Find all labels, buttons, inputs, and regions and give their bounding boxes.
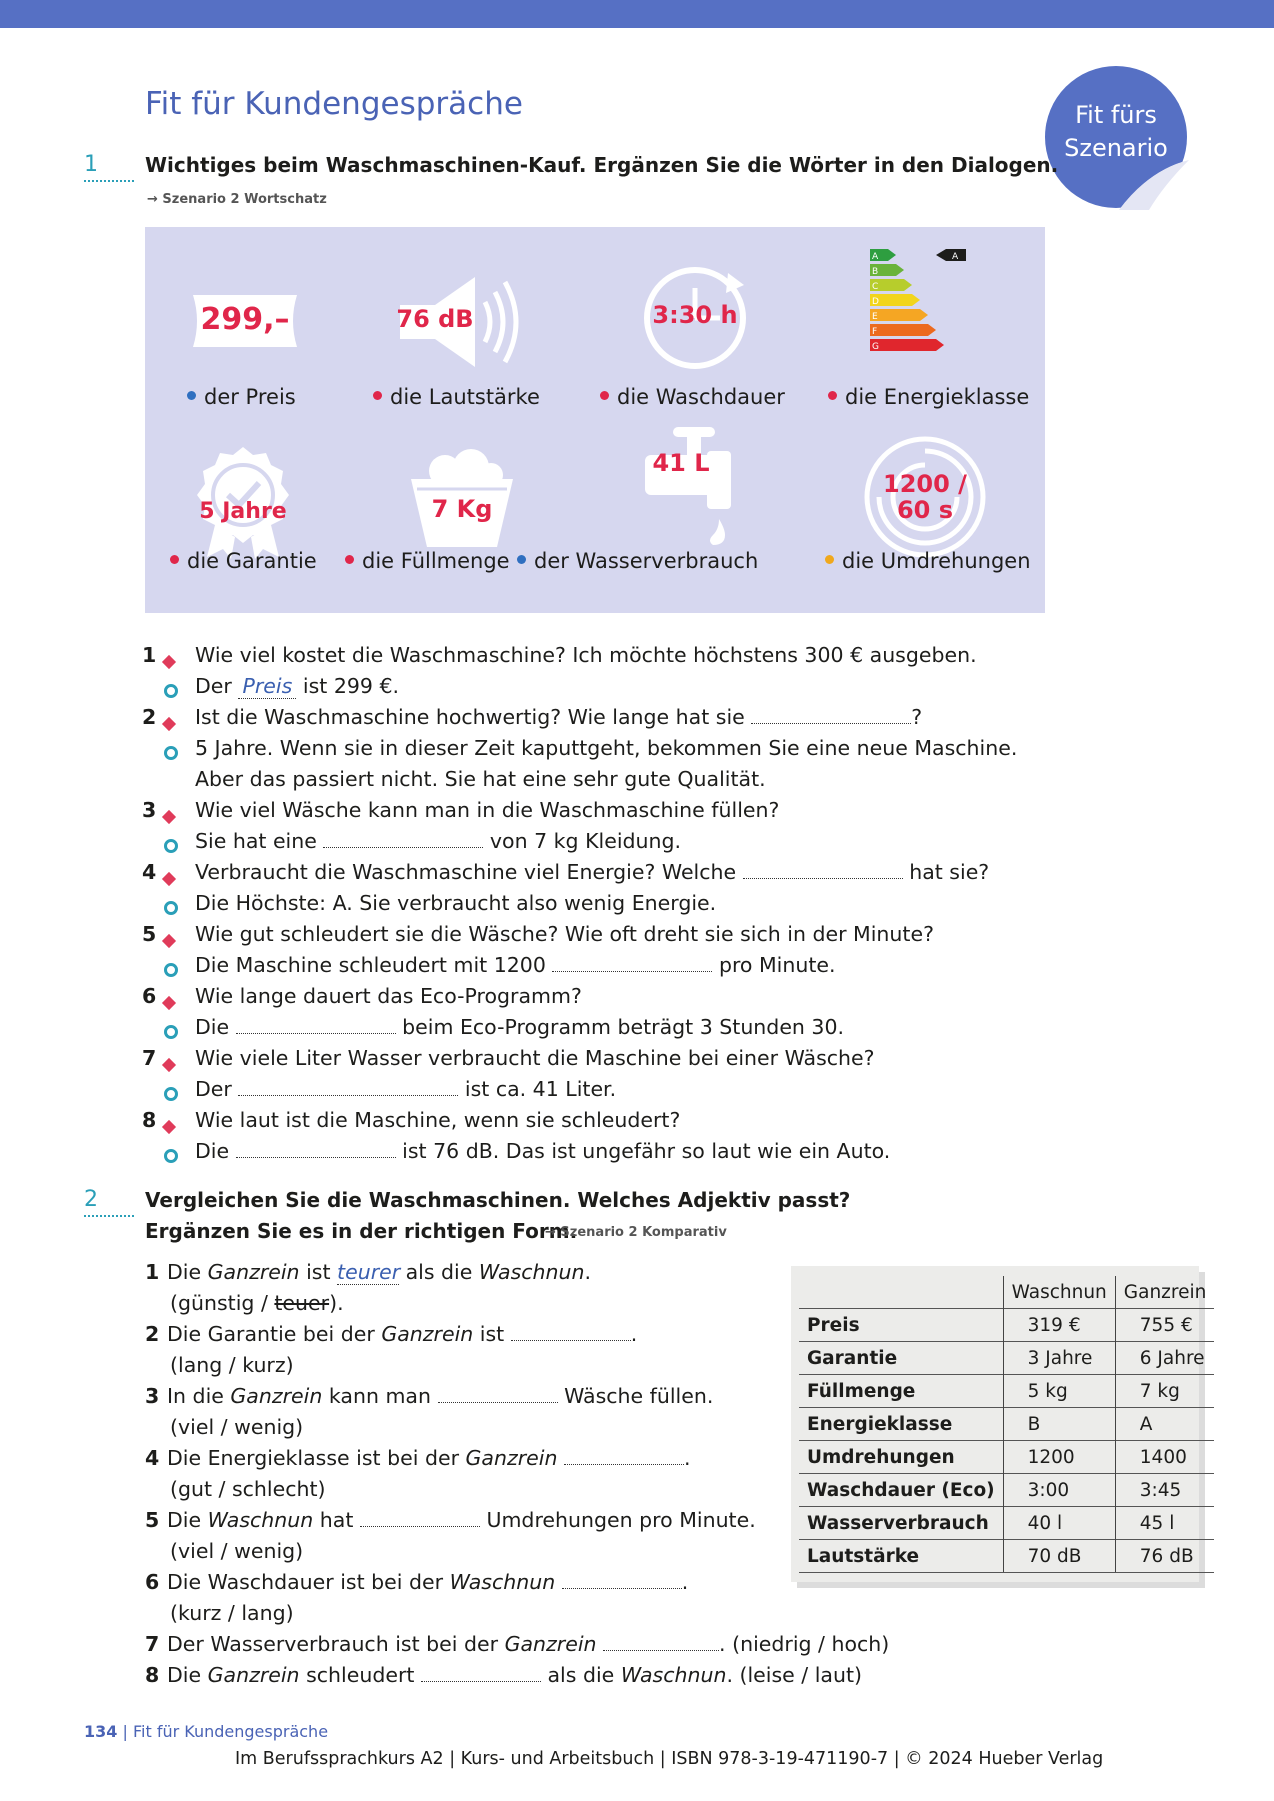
dialog-4-question — [142, 860, 990, 884]
table-cell: 40 l — [1003, 1507, 1115, 1540]
table-cell: B — [1003, 1408, 1115, 1441]
table-row-label: Garantie — [799, 1342, 1003, 1375]
machine-name: Ganzrein — [207, 1260, 300, 1284]
spin-figure-line-1: 1200 / — [883, 470, 967, 498]
compare-item-1 — [145, 1260, 592, 1285]
vocab-water-label: der Wasserverbrauch — [534, 549, 759, 573]
table-row — [799, 1507, 1214, 1540]
diamond-bullet-icon — [164, 803, 174, 827]
item-number: 2 — [145, 1322, 160, 1346]
dialog-number: 4 — [142, 860, 157, 884]
exercise-2-reference: → Szenario 2 Komparativ — [545, 1225, 727, 1240]
table-header-ganzrein: Ganzrein — [1115, 1276, 1214, 1309]
dot-red-icon — [373, 391, 382, 400]
page-curl-icon — [1109, 160, 1189, 210]
ring-bullet-icon — [164, 834, 178, 858]
compare-item-2 — [145, 1322, 638, 1346]
answer-text: Die — [195, 1015, 230, 1039]
dialog-number: 1 — [142, 643, 157, 667]
dialog-5-question — [142, 922, 934, 946]
page-title: Fit für Kundengespräche — [145, 86, 523, 122]
dialog-1-answer — [195, 674, 399, 699]
page-footer-section — [84, 1722, 328, 1741]
dialog-2-question — [142, 705, 923, 729]
dialog-8-question — [142, 1108, 681, 1132]
table-cell: 3:00 — [1003, 1474, 1115, 1507]
table-row-label: Umdrehungen — [799, 1441, 1003, 1474]
exercise-1-reference: → Szenario 2 Wortschatz — [147, 192, 327, 207]
answer-text: Die — [195, 1139, 230, 1163]
machine-name: Waschnun — [449, 1570, 556, 1594]
blank-field[interactable] — [236, 1139, 396, 1158]
dialog-2-answer-line-2: Aber das passiert nicht. Sie hat eine sehr gute Qualität. — [195, 767, 766, 791]
table-cell: A — [1115, 1408, 1214, 1441]
comparison-table — [799, 1276, 1214, 1573]
hint-text: ). — [329, 1291, 344, 1315]
sentence-text: . — [584, 1260, 592, 1284]
price-figure: 299,– — [200, 302, 290, 337]
spin-figure-line-2: 60 s — [896, 496, 954, 524]
sentence-text: In die — [167, 1384, 224, 1408]
vocab-spin — [825, 548, 1031, 573]
sentence-text: . — [681, 1570, 689, 1594]
sentence-text: . — [630, 1322, 638, 1346]
answer-text: beim Eco-Programm beträgt 3 Stunden 30. — [402, 1015, 845, 1039]
table-row — [799, 1375, 1214, 1408]
water-tap-icon — [645, 425, 755, 545]
machine-name: Ganzrein — [381, 1322, 474, 1346]
svg-text:C: C — [872, 282, 879, 292]
compare-item-3-hint: (viel / wenig) — [170, 1415, 304, 1439]
machine-name: Ganzrein — [207, 1663, 300, 1687]
machine-name: Waschnun — [478, 1260, 585, 1284]
table-row — [799, 1342, 1214, 1375]
compare-item-2-hint: (lang / kurz) — [170, 1353, 294, 1377]
question-text: Wie lange dauert das Eco-Programm? — [195, 984, 582, 1008]
blank-field[interactable] — [236, 1015, 396, 1034]
machine-name: Waschnun — [207, 1508, 314, 1532]
dialog-7-answer — [195, 1077, 616, 1101]
vocabulary-panel — [145, 227, 1045, 613]
vocab-guarantee-label: die Garantie — [187, 549, 317, 573]
dialog-3-answer — [195, 829, 681, 853]
diamond-bullet-icon — [164, 989, 174, 1013]
table-row-label: Füllmenge — [799, 1375, 1003, 1408]
dialog-number: 7 — [142, 1046, 157, 1070]
sentence-text: als die — [547, 1663, 615, 1687]
table-cell: 755 € — [1115, 1309, 1214, 1342]
question-text: Wie gut schleudert sie die Wäsche? Wie oft dreht sie sich in der Minute? — [195, 922, 934, 946]
blank-field[interactable] — [360, 1508, 480, 1527]
sentence-text: Die Garantie bei der — [167, 1322, 375, 1346]
exercise-2-number: 2 — [84, 1187, 98, 1212]
compare-item-3 — [145, 1384, 714, 1408]
machine-name: Ganzrein — [230, 1384, 323, 1408]
answer-text: Die Maschine schleudert mit 1200 — [195, 953, 546, 977]
top-color-bar — [0, 0, 1274, 28]
vocab-duration — [600, 384, 785, 409]
question-text: Ist die Waschmaschine hochwertig? Wie lange hat sie — [195, 705, 745, 729]
dialog-6-question — [142, 984, 582, 1008]
sentence-text: als die — [405, 1260, 473, 1284]
dot-yellow-icon — [825, 555, 834, 564]
vocab-price-label: der Preis — [204, 385, 296, 409]
vocab-energy-class — [828, 384, 1029, 409]
question-text: ? — [911, 705, 923, 729]
compare-item-4 — [145, 1446, 691, 1470]
item-number: 1 — [145, 1260, 160, 1284]
dialog-6-answer — [195, 1015, 844, 1039]
sentence-text: Wäsche füllen. — [564, 1384, 714, 1408]
load-figure: 7 Kg — [431, 495, 493, 523]
vocab-loudness-label: die Lautstärke — [390, 385, 540, 409]
blank-field[interactable] — [743, 860, 903, 879]
sentence-text: Die Energieklasse ist bei der — [167, 1446, 459, 1470]
dialog-number: 3 — [142, 798, 157, 822]
comparison-table-card — [791, 1266, 1207, 1582]
answer-text: ist 76 dB. Das ist ungefähr so laut wie ein Auto. — [402, 1139, 891, 1163]
badge-line-1: Fit fürs — [1075, 101, 1157, 129]
ring-bullet-icon — [164, 741, 178, 765]
question-text: Wie laut ist die Maschine, wenn sie schleudert? — [195, 1108, 681, 1132]
diamond-bullet-icon — [164, 927, 174, 951]
exercise-1-title: Wichtiges beim Waschmaschinen-Kauf. Ergänzen Sie die Wörter in den Dialogen. — [145, 153, 1059, 177]
sentence-text: Der Wasserverbrauch ist bei der — [167, 1632, 499, 1656]
table-header-blank — [799, 1276, 1003, 1309]
ring-bullet-icon — [164, 679, 178, 703]
table-cell: 3 Jahre — [1003, 1342, 1115, 1375]
sentence-text: schleudert — [306, 1663, 415, 1687]
answer-text: ist ca. 41 Liter. — [464, 1077, 617, 1101]
footer-section-title: Fit für Kundengespräche — [132, 1722, 329, 1741]
exercise-1-number: 1 — [84, 152, 98, 177]
dialog-number: 8 — [142, 1108, 157, 1132]
svg-text:B: B — [872, 267, 879, 277]
dialog-number: 5 — [142, 922, 157, 946]
spin-figure — [867, 471, 983, 523]
question-text: Verbraucht die Waschmaschine viel Energie? Welche — [195, 860, 737, 884]
sentence-text: . — [684, 1446, 691, 1470]
dialog-8-answer — [195, 1139, 890, 1163]
machine-name: Ganzrein — [504, 1632, 597, 1656]
blank-field[interactable] — [421, 1663, 541, 1682]
table-row-label: Wasserverbrauch — [799, 1507, 1003, 1540]
dot-red-icon — [170, 555, 179, 564]
dot-red-icon — [828, 391, 837, 400]
ring-bullet-icon — [164, 958, 178, 982]
vocab-load — [345, 548, 510, 573]
vocab-guarantee — [170, 548, 317, 573]
exercise-2-title-line-2: Ergänzen Sie es in der richtigen Form. — [145, 1219, 578, 1243]
compare-item-7 — [145, 1632, 890, 1656]
dialog-4-answer — [195, 891, 716, 915]
table-row — [799, 1309, 1214, 1342]
question-text: Wie viel kostet die Waschmaschine? Ich möchte höchstens 300 € ausgeben. — [195, 643, 977, 667]
table-row-label: Lautstärke — [799, 1540, 1003, 1573]
dot-red-icon — [600, 391, 609, 400]
vocab-energy-class-label: die Energieklasse — [845, 385, 1030, 409]
table-cell: 6 Jahre — [1115, 1342, 1214, 1375]
footer-imprint: Im Berufssprachkurs A2 | Kurs- und Arbeitsbuch | ISBN 978-3-19-471190-7 | © 2024 Hueber Verlag — [235, 1749, 1104, 1769]
compare-item-1-hint — [170, 1291, 344, 1315]
footer-separator: | — [122, 1722, 128, 1741]
table-row — [799, 1540, 1214, 1573]
vocab-spin-label: die Umdrehungen — [842, 549, 1031, 573]
svg-text:A: A — [872, 252, 879, 262]
answer-text: von 7 kg Kleidung. — [489, 829, 682, 853]
item-number: 6 — [145, 1570, 160, 1594]
duration-figure: 3:30 h — [652, 301, 738, 329]
table-cell: 76 dB — [1115, 1540, 1214, 1573]
dialog-7-question — [142, 1046, 875, 1070]
table-row-label: Waschdauer (Eco) — [799, 1474, 1003, 1507]
answer-text: Der — [195, 674, 232, 698]
question-text: hat sie? — [909, 860, 990, 884]
svg-text:F: F — [872, 327, 878, 337]
page-number: 134 — [84, 1722, 118, 1741]
ring-bullet-icon — [164, 1020, 178, 1044]
table-row — [799, 1408, 1214, 1441]
compare-item-6-hint: (kurz / lang) — [170, 1601, 294, 1625]
struck-hint: teuer — [274, 1291, 330, 1315]
answer-text: Sie hat eine — [195, 829, 317, 853]
sentence-text: Die — [167, 1663, 202, 1687]
energy-label-icon — [870, 249, 990, 359]
sentence-text: . (niedrig / hoch) — [719, 1632, 890, 1656]
blank-field[interactable] — [564, 1446, 684, 1465]
dialog-number: 2 — [142, 705, 157, 729]
machine-name: Waschnun — [620, 1663, 727, 1687]
vocab-loudness — [373, 384, 540, 409]
diamond-bullet-icon — [164, 710, 174, 734]
blank-field[interactable] — [438, 1384, 558, 1403]
svg-text:E: E — [872, 312, 878, 322]
example-answer-field[interactable]: Preis — [238, 674, 296, 699]
hint-text: (günstig / — [170, 1291, 268, 1315]
table-cell: 5 kg — [1003, 1375, 1115, 1408]
exercise-2-title-line-1: Vergleichen Sie die Waschmaschinen. Welches Adjektiv passt? — [145, 1188, 851, 1212]
item-number: 3 — [145, 1384, 160, 1408]
guarantee-figure: 5 Jahre — [199, 499, 287, 524]
question-text: Wie viele Liter Wasser verbraucht die Maschine bei einer Wäsche? — [195, 1046, 875, 1070]
vocab-load-label: die Füllmenge — [362, 549, 510, 573]
table-cell: 7 kg — [1115, 1375, 1214, 1408]
item-number: 5 — [145, 1508, 160, 1532]
table-cell: 319 € — [1003, 1309, 1115, 1342]
vocab-water — [517, 548, 758, 573]
dot-blue-icon — [187, 391, 196, 400]
table-header-row — [799, 1276, 1214, 1309]
sentence-text: ist — [306, 1260, 331, 1284]
exercise-2-underline — [84, 1215, 134, 1217]
ring-bullet-icon — [164, 1082, 178, 1106]
compare-item-5 — [145, 1508, 756, 1532]
table-cell: 3:45 — [1115, 1474, 1214, 1507]
dot-blue-icon — [517, 555, 526, 564]
sentence-text: hat — [319, 1508, 354, 1532]
sentence-text: kann man — [328, 1384, 431, 1408]
machine-name: Ganzrein — [465, 1446, 558, 1470]
compare-item-5-hint: (viel / wenig) — [170, 1539, 304, 1563]
sentence-text: Die — [167, 1260, 202, 1284]
sentence-text: ist — [479, 1322, 505, 1346]
diamond-bullet-icon — [164, 648, 174, 672]
compare-item-4-hint: (gut / schlecht) — [170, 1477, 326, 1501]
answer-text: Der — [195, 1077, 232, 1101]
item-number: 4 — [145, 1446, 160, 1470]
compare-item-6 — [145, 1570, 689, 1594]
svg-text:A: A — [952, 252, 959, 262]
blank-field[interactable] — [323, 829, 483, 848]
diamond-bullet-icon — [164, 1051, 174, 1075]
dialog-5-answer — [195, 953, 836, 977]
question-text: Wie viel Wäsche kann man in die Waschmaschine füllen? — [195, 798, 780, 822]
example-answer-field[interactable]: teurer — [337, 1260, 401, 1284]
dialog-1-question — [142, 643, 977, 667]
blank-field[interactable] — [562, 1570, 682, 1589]
scenario-badge — [1045, 66, 1187, 208]
table-header-waschnun: Waschnun — [1003, 1276, 1115, 1309]
answer-text: ist 299 €. — [302, 674, 400, 698]
table-row-label: Energieklasse — [799, 1408, 1003, 1441]
diamond-bullet-icon — [164, 865, 174, 889]
sentence-text: Umdrehungen pro Minute. — [486, 1508, 756, 1532]
sentence-text: Die Waschdauer ist bei der — [167, 1570, 444, 1594]
blank-field[interactable] — [552, 953, 712, 972]
sentence-text: Die — [167, 1508, 202, 1532]
blank-field[interactable] — [511, 1322, 631, 1341]
answer-text: 5 Jahre. Wenn sie in dieser Zeit kaputtgeht, bekommen Sie eine neue Maschine. — [195, 736, 1018, 760]
blank-field[interactable] — [751, 705, 911, 724]
table-cell: 70 dB — [1003, 1540, 1115, 1573]
table-cell: 1400 — [1115, 1441, 1214, 1474]
sentence-text: . (leise / laut) — [726, 1663, 863, 1687]
diamond-bullet-icon — [164, 1113, 174, 1137]
table-cell: 45 l — [1115, 1507, 1214, 1540]
ring-bullet-icon — [164, 896, 178, 920]
answer-text: pro Minute. — [718, 953, 836, 977]
table-cell: 1200 — [1003, 1441, 1115, 1474]
table-row — [799, 1441, 1214, 1474]
water-figure: 41 L — [652, 449, 710, 477]
vocab-duration-label: die Waschdauer — [617, 385, 785, 409]
dot-red-icon — [345, 555, 354, 564]
item-number: 8 — [145, 1663, 160, 1687]
table-row-label: Preis — [799, 1309, 1003, 1342]
item-number: 7 — [145, 1632, 160, 1656]
compare-item-8 — [145, 1663, 863, 1687]
svg-text:G: G — [872, 342, 879, 352]
blank-field[interactable] — [603, 1632, 719, 1651]
dialog-3-question — [142, 798, 780, 822]
vocab-price — [187, 384, 296, 409]
answer-text: Die Höchste: A. Sie verbraucht also wenig Energie. — [195, 891, 717, 915]
exercise-1-underline — [84, 180, 134, 182]
loudness-figure: 76 dB — [396, 305, 474, 333]
dialog-number: 6 — [142, 984, 157, 1008]
table-row — [799, 1474, 1214, 1507]
ring-bullet-icon — [164, 1144, 178, 1168]
blank-field[interactable] — [238, 1077, 458, 1096]
svg-text:D: D — [872, 297, 879, 307]
badge-line-2: Szenario — [1064, 134, 1168, 162]
dialog-2-answer-line-1 — [195, 736, 1017, 760]
